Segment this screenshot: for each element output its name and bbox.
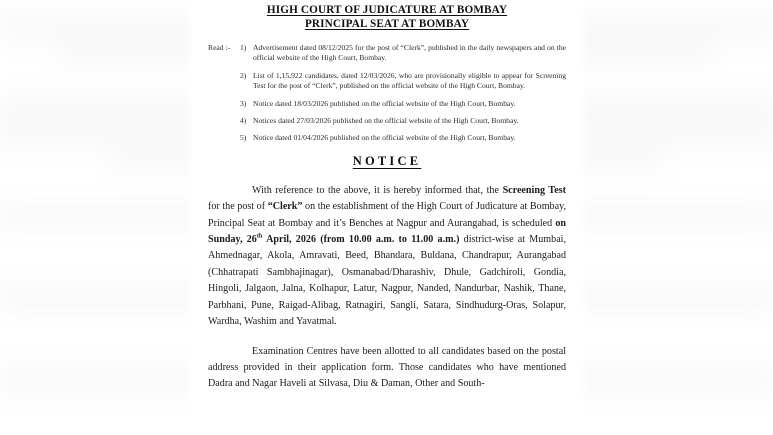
document-page (196, 0, 578, 435)
notice-paragraph-2 (208, 344, 566, 393)
para1-segment-1: With reference to the above, it is hereby informed that, the (252, 184, 503, 196)
court-title-line-1: HIGH COURT OF JUDICATURE AT BOMBAY (266, 4, 508, 16)
read-item-number: 5) (240, 133, 247, 143)
document-header (208, 3, 566, 31)
read-item (208, 71, 566, 92)
para1-bold-screening-test: Screening Test (502, 184, 566, 196)
read-item (208, 133, 566, 143)
read-label-spacer (208, 133, 240, 143)
para1-segment-2: for the post of (208, 201, 268, 213)
read-item-number: 2) (240, 70, 247, 80)
exam-date-post: April, 2026 (from 10.00 a.m. to 11.00 a.m.) (262, 234, 460, 246)
read-item (208, 99, 566, 109)
read-item-number: 1) (240, 43, 247, 52)
para2-text: Examination Centres have been allotted to all candidates based on the postal address provided in their application form. Those candidates who have mentioned Dadra and Nagar Haveli at Silvasa, Diu & Daman, Other and South- (208, 345, 566, 390)
exam-date-ordinal-suffix: th (256, 232, 263, 240)
read-item-text: Notice dated 18/03/2026 published on the official website of the High Court, Bombay. (253, 98, 516, 108)
exam-date-pre: on Sunday, 26 (208, 217, 566, 246)
para1-bold-clerk: “Clerk” (267, 201, 303, 213)
read-item (208, 43, 566, 64)
para1-segment-4: district-wise at Mumbai, Ahmednagar, Akola, Amravati, Beed, Bhandara, Buldana, Chandrapur, Aurangabad (Chhatrapati Sambhajinagar), Osmanabad/Dharashiv, Dhule, Gadchiroli, Gondia, Hingoli, Jalgaon, Jalna, Kolhapur, Latur, Nagpur, Nanded, Nandurbar, Nashik, Thane, Parbhani, Pune, Raigad-Alibag, Ratnagiri, Sangli, Satara, Sindhudurg-Oras, Solapur, Wardha, Washim and Yavatmal. (208, 234, 567, 328)
read-item-text: Advertisement dated 08/12/2025 for the post of “Clerk”, published in the daily newspapers and on the official website of the High Court, Bombay. (253, 43, 566, 63)
read-label-spacer (208, 71, 240, 92)
read-item (208, 116, 566, 126)
notice-heading: NOTICE (352, 153, 422, 168)
read-item-number: 4) (240, 116, 247, 126)
read-item-text: Notices dated 27/03/2026 published on the official website of the High Court, Bombay. (253, 116, 519, 126)
court-title-line-2: PRINCIPAL SEAT AT BOMBAY (304, 18, 470, 30)
read-label: Read :- (208, 43, 231, 52)
read-item-text: Notice dated 01/04/2026 published on the official website of the High Court, Bombay. (253, 133, 516, 143)
notice-paragraph-1 (208, 183, 566, 331)
read-label-spacer (208, 116, 240, 126)
read-references-block (208, 43, 566, 144)
read-item-number: 3) (240, 98, 247, 108)
read-label-spacer (208, 99, 240, 109)
para1-segment-3: on the establishment of the High Court of Judicature at Bombay, Principal Seat at Bombay and it’s Benches at Nagpur and Aurangabad, is scheduled (208, 201, 566, 229)
read-item-text: List of 1,15,922 candidates, dated 12/03/2026, who are provisionally eligible to appear for Screening Test for the post of “Clerk”, published on the official website of the High Court, Bombay. (253, 70, 566, 91)
